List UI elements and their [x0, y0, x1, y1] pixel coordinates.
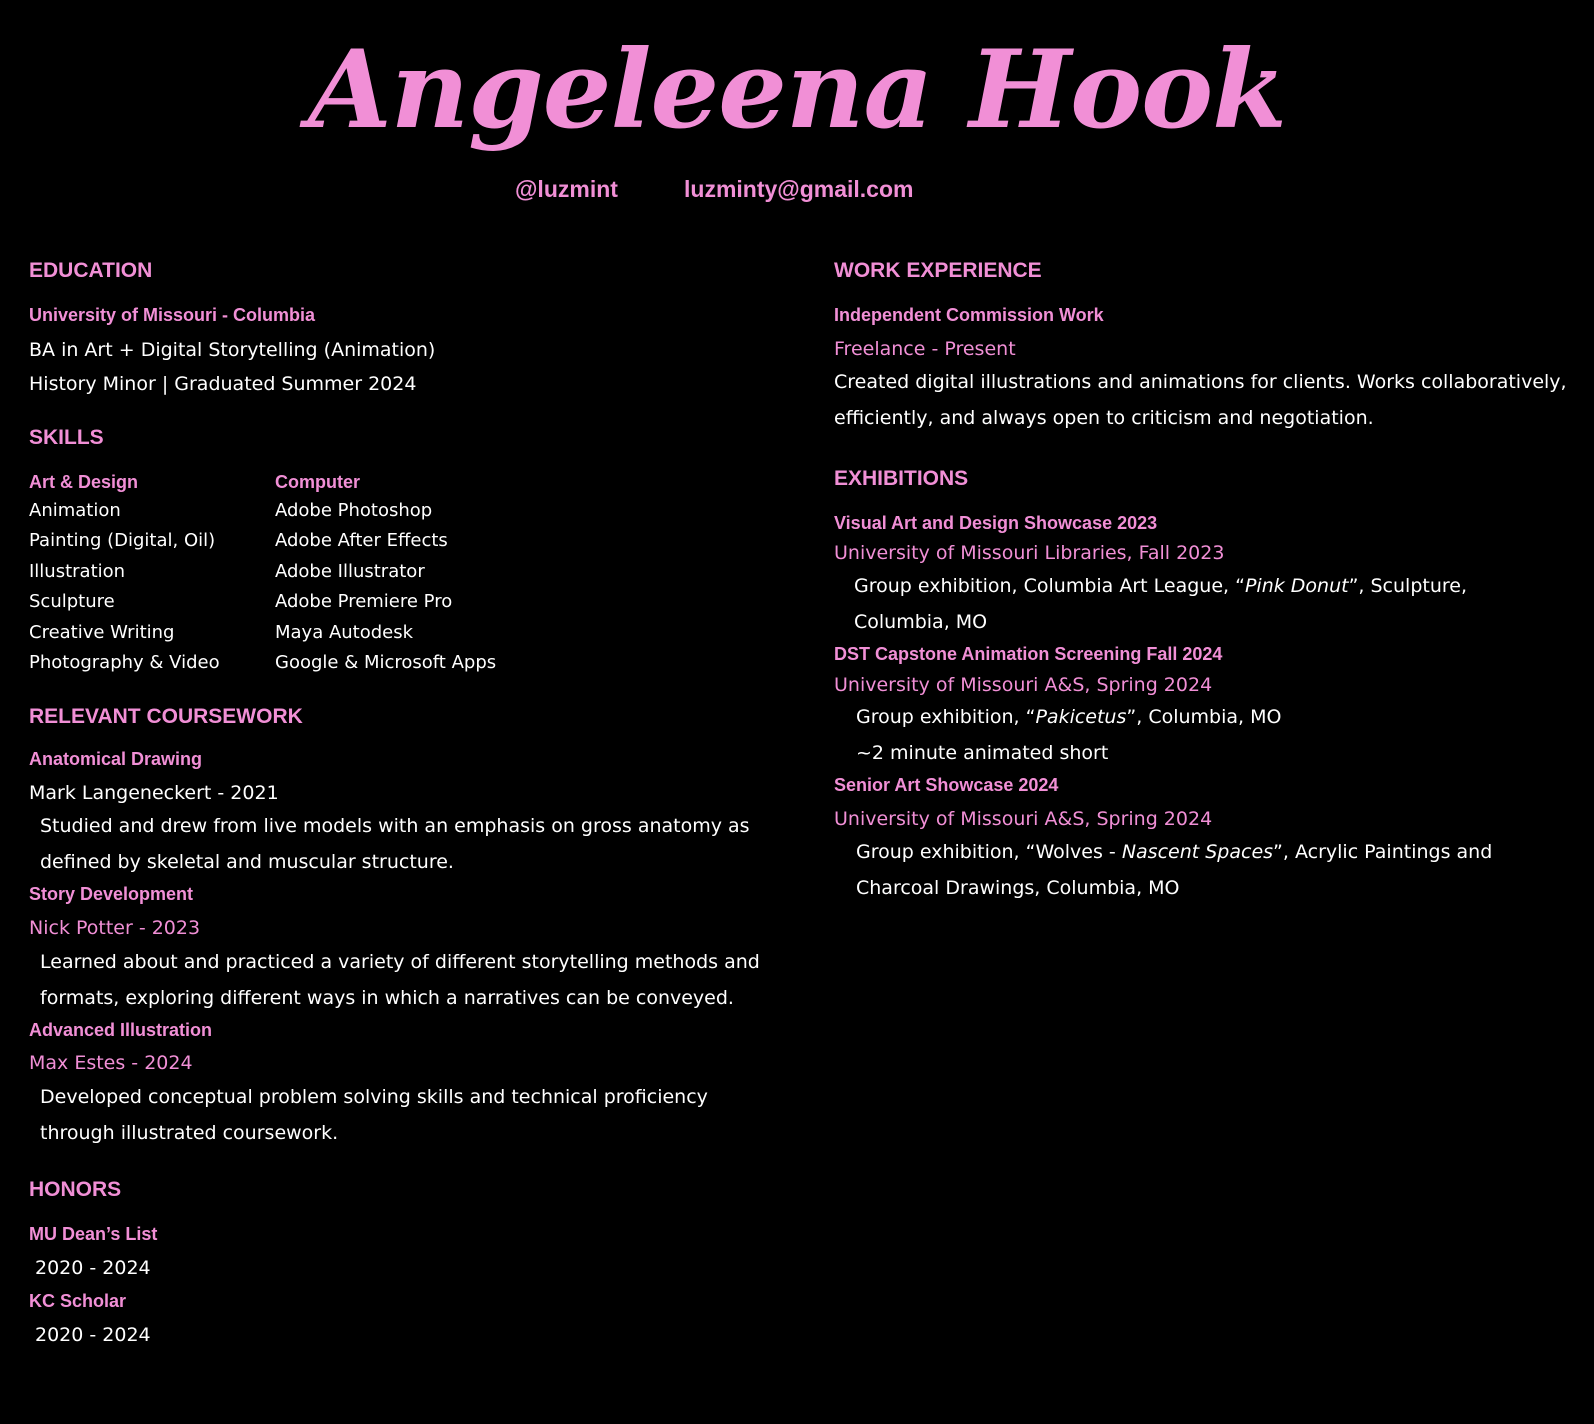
skill-item: Creative Writing: [29, 621, 175, 643]
exhibition-detail: Charcoal Drawings, Columbia, MO: [856, 876, 1180, 899]
skills-art-column: [29, 472, 275, 679]
honor-years: 2020 - 2024: [35, 1324, 151, 1347]
skills-grid: [29, 472, 789, 679]
exhibition-detail: Group exhibition, Columbia Art League, “Pink Donut”, Sculpture,: [854, 574, 1468, 597]
skill-item: Adobe Illustrator: [275, 560, 425, 582]
course-description: defined by skeletal and muscular structure.: [40, 851, 454, 874]
skills-computer-heading: Computer: [275, 472, 360, 493]
course-instructor: Mark Langeneckert - 2021: [29, 781, 279, 804]
course-instructor: Max Estes - 2024: [29, 1052, 193, 1075]
left-column: [29, 258, 789, 1348]
right-column: [834, 258, 1579, 906]
email-link[interactable]: luzminty@gmail.com: [684, 176, 914, 202]
exhibition-detail: Group exhibition, “Wolves - Nascent Spaces”, Acrylic Paintings and: [856, 840, 1493, 863]
skill-item: Illustration: [29, 560, 126, 582]
work-description: efficiently, and always open to criticism and negotiation.: [834, 407, 1374, 430]
course-description: Developed conceptual problem solving skills and technical proficiency: [40, 1085, 708, 1108]
exhibition-detail: ~2 minute animated short: [856, 742, 1109, 765]
exhibition-detail: Group exhibition, “Pakicetus”, Columbia, MO: [856, 706, 1282, 729]
skill-item: Animation: [29, 499, 121, 521]
exhibition-detail: Columbia, MO: [854, 610, 988, 633]
course-name: Anatomical Drawing: [29, 749, 203, 770]
course-description: Learned about and practiced a variety of different storytelling methods and: [40, 950, 760, 973]
education-school: University of Missouri - Columbia: [29, 305, 316, 326]
exhibition-name: Visual Art and Design Showcase 2023: [834, 512, 1158, 533]
education-heading: EDUCATION: [29, 259, 153, 282]
exhibition-venue: University of Missouri A&S, Spring 2024: [834, 673, 1213, 696]
work-heading: WORK EXPERIENCE: [834, 259, 1042, 282]
skill-item: Adobe After Effects: [275, 530, 448, 552]
skill-item: Adobe Premiere Pro: [275, 591, 453, 613]
exhibitions-heading: EXHIBITIONS: [834, 467, 969, 491]
skill-item: Photography & Video: [29, 652, 220, 674]
work-description: Created digital illustrations and animations for clients. Works collaboratively,: [834, 371, 1567, 394]
skill-item: Painting (Digital, Oil): [29, 530, 216, 552]
social-handle[interactable]: @luzmint: [515, 176, 618, 202]
skills-heading: SKILLS: [29, 426, 104, 450]
education-minor: History Minor | Graduated Summer 2024: [29, 373, 417, 396]
skill-item: Adobe Photoshop: [275, 499, 433, 521]
skills-art-heading: Art & Design: [29, 472, 139, 493]
honor-name: KC Scholar: [29, 1291, 127, 1312]
work-period: Freelance - Present: [834, 337, 1016, 360]
coursework-heading: RELEVANT COURSEWORK: [29, 704, 303, 728]
course-name: Story Development: [29, 884, 194, 905]
resume-name: Angeleena Hook: [307, 27, 1287, 153]
course-name: Advanced Illustration: [29, 1019, 213, 1040]
skill-item: Sculpture: [29, 591, 115, 613]
skill-item: Maya Autodesk: [275, 621, 414, 643]
work-role: Independent Commission Work: [834, 305, 1104, 326]
education-degree: BA in Art + Digital Storytelling (Animation): [29, 338, 436, 361]
course-description: Studied and drew from live models with an emphasis on gross anatomy as: [40, 815, 750, 838]
course-description: formats, exploring different ways in which a narratives can be conveyed.: [40, 986, 734, 1009]
course-instructor: Nick Potter - 2023: [29, 917, 201, 939]
exhibition-name: Senior Art Showcase 2024: [834, 775, 1059, 796]
exhibition-venue: University of Missouri A&S, Spring 2024: [834, 807, 1213, 830]
honor-name: MU Dean’s List: [29, 1224, 158, 1245]
honor-years: 2020 - 2024: [35, 1256, 151, 1279]
exhibition-venue: University of Missouri Libraries, Fall 2023: [834, 542, 1225, 565]
skills-computer-column: [275, 472, 521, 679]
contact-row: [0, 176, 1594, 206]
exhibition-name: DST Capstone Animation Screening Fall 2024: [834, 643, 1223, 664]
skill-item: Google & Microsoft Apps: [275, 652, 497, 674]
honors-heading: HONORS: [29, 1177, 122, 1201]
course-description: through illustrated coursework.: [40, 1121, 339, 1144]
